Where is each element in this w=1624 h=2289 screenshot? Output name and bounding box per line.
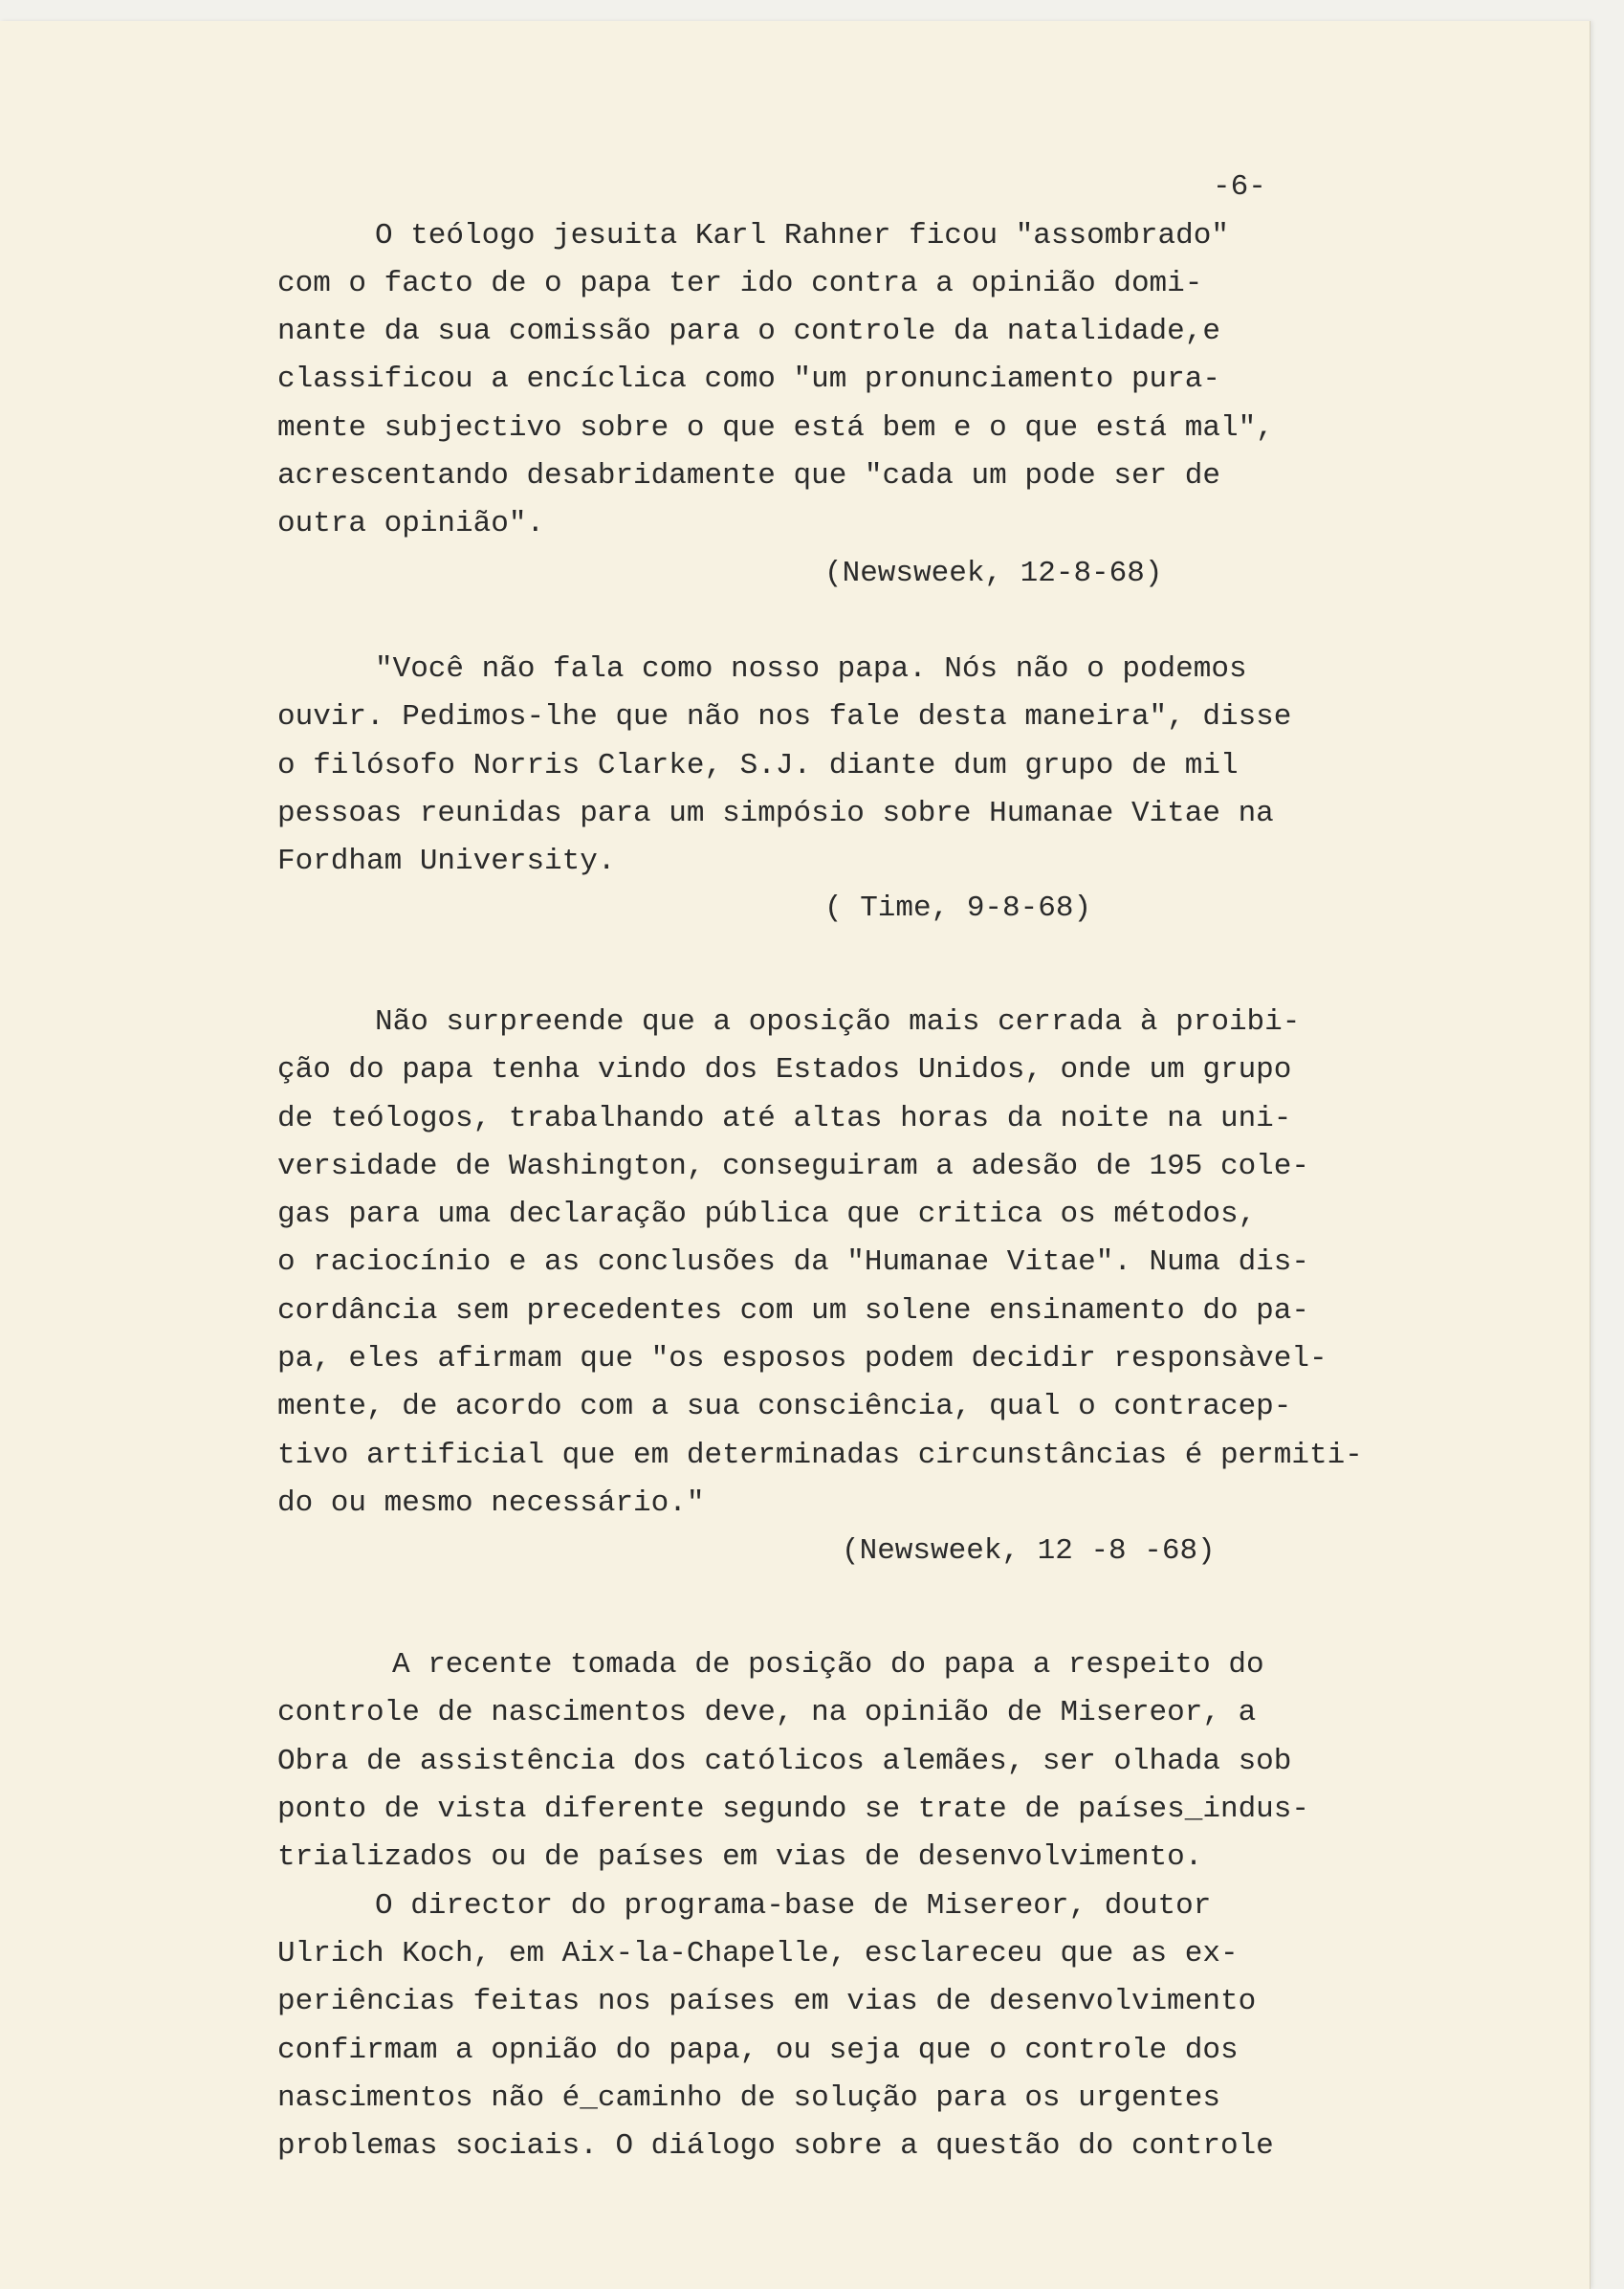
citation: (Newsweek, 12-8-68) <box>824 557 1163 590</box>
text-line: "Você não fala como nosso papa. Nós não o podemos <box>375 652 1247 686</box>
citation: (Newsweek, 12 -8 -68) <box>842 1534 1216 1568</box>
text-line: o raciocínio e as conclusões da "Humanae Vitae". Numa dis- <box>277 1245 1309 1279</box>
text-line: confirmam a opnião do papa, ou seja que o controle dos <box>277 2034 1239 2067</box>
text-line: mente subjectivo sobre o que está bem e o que está mal", <box>277 411 1274 445</box>
text-line: nascimentos não é_caminho de solução para os urgentes <box>277 2081 1220 2115</box>
text-line: trializados ou de países em vias de desenvolvimento. <box>277 1840 1203 1874</box>
text-line: acrescentando desabridamente que "cada um pode ser de <box>277 459 1220 493</box>
text-line: Obra de assistência dos católicos alemães, ser olhada sob <box>277 1745 1292 1778</box>
document-page <box>0 21 1591 2289</box>
citation: ( Time, 9-8-68) <box>824 891 1092 925</box>
text-line: nante da sua comissão para o controle da natalidade,e <box>277 315 1220 348</box>
text-line: tivo artificial que em determinadas circunstâncias é permiti- <box>277 1439 1363 1472</box>
text-line: cordância sem precedentes com um solene ensinamento do pa- <box>277 1294 1309 1328</box>
text-line: O teólogo jesuita Karl Rahner ficou "assombrado" <box>375 219 1229 253</box>
text-line: do ou mesmo necessário." <box>277 1486 705 1520</box>
text-line: Ulrich Koch, em Aix-la-Chapelle, esclareceu que as ex- <box>277 1937 1239 1970</box>
text-line: outra opinião". <box>277 507 545 540</box>
text-line: ponto de vista diferente segundo se trate de países_indus- <box>277 1793 1309 1826</box>
text-line: Fordham University. <box>277 845 616 878</box>
text-line: pa, eles afirmam que "os esposos podem decidir responsàvel- <box>277 1342 1328 1376</box>
text-line: problemas sociais. O diálogo sobre a questão do controle <box>277 2129 1274 2163</box>
page-number: -6- <box>1213 170 1266 204</box>
text-line: com o facto de o papa ter ido contra a opinião domi- <box>277 267 1203 300</box>
text-line: pessoas reunidas para um simpósio sobre Humanae Vitae na <box>277 797 1274 830</box>
text-line: ouvir. Pedimos-lhe que não nos fale desta maneira", disse <box>277 700 1292 734</box>
text-line: versidade de Washington, conseguiram a adesão de 195 cole- <box>277 1150 1309 1183</box>
text-line: de teólogos, trabalhando até altas horas da noite na uni- <box>277 1102 1292 1135</box>
text-line: controle de nascimentos deve, na opinião de Misereor, a <box>277 1696 1257 1729</box>
text-line: o filósofo Norris Clarke, S.J. diante dum grupo de mil <box>277 749 1239 782</box>
text-line: ção do papa tenha vindo dos Estados Unidos, onde um grupo <box>277 1053 1292 1087</box>
text-line: A recente tomada de posição do papa a respeito do <box>392 1648 1264 1682</box>
text-line: periências feitas nos países em vias de desenvolvimento <box>277 1985 1257 2018</box>
text-line: mente, de acordo com a sua consciência, qual o contracep- <box>277 1390 1292 1423</box>
text-line: O director do programa-base de Misereor, doutor <box>375 1889 1212 1923</box>
text-line: gas para uma declaração pública que critica os métodos, <box>277 1198 1257 1231</box>
text-line: classificou a encíclica como "um pronunciamento pura- <box>277 363 1220 396</box>
text-line: Não surpreende que a oposição mais cerrada à proibi- <box>375 1005 1301 1039</box>
